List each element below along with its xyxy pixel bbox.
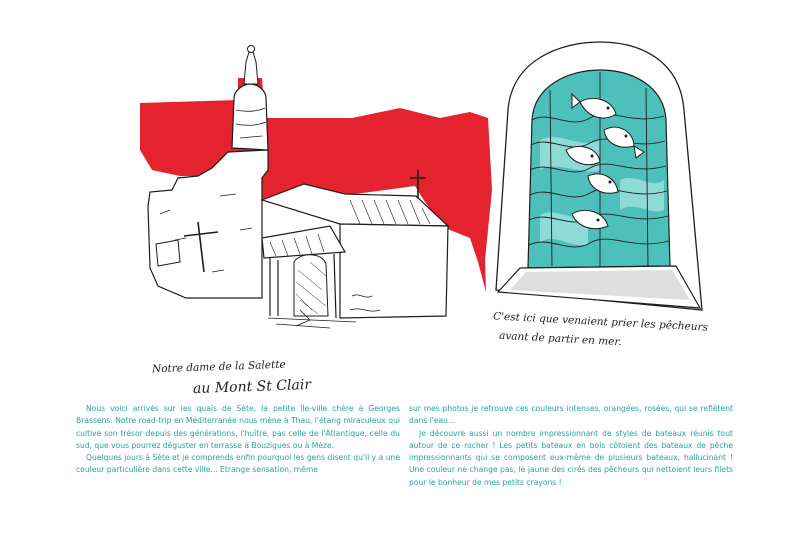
text-column-left [76,403,400,477]
paragraph: Quelques jours à Sète et je comprends enfin pourquoi les gens disent qu'il y a une couleur particulière dans cette ville... Etrange sensation, même [76,453,400,475]
chapel-caption-line1: Notre dame de la Salette [151,358,286,376]
paragraph: sur mes photos je retrouve ces couleurs intenses, orangées, rosées, qui se reflètent dans l'eau... [409,404,733,426]
text-column-right [409,403,733,489]
window-caption-line1: C'est ici que venaient prier les pêcheurs [492,310,709,334]
chapel-caption-line2: au Mont St Clair [192,376,312,398]
paragraph: Nous voici arrivés sur les quais de Sète, la petite île-ville chère à Georges Brassens. Notre road-trip en Méditerranée nous mène à Thau, l'étang miraculeux qui cultive son trésor depuis des générations, l'huître, pas celle de l'Atlantique, celle du sud, que vous pourrez déguster en terrasse à Bouzigues ou à Mèze. [76,404,400,450]
paragraph: Je découvre aussi un nombre impressionnant de styles de bateaux réunis tout autour de ce rocher ! Les petits bateaux en bois côtoient des bateaux de pêche impressionnants qui se composent eux-même de plusieurs bateaux, hallucinant ! Une couleur ne change pas, le jaune des cirés des pêcheurs qui nettoient leurs filets pour le bonheur de mes petits crayons ! [409,428,733,487]
window-caption-line2: avant de partir en mer. [498,329,622,349]
chapel-sketch [140,46,492,329]
window-sketch [496,42,702,310]
